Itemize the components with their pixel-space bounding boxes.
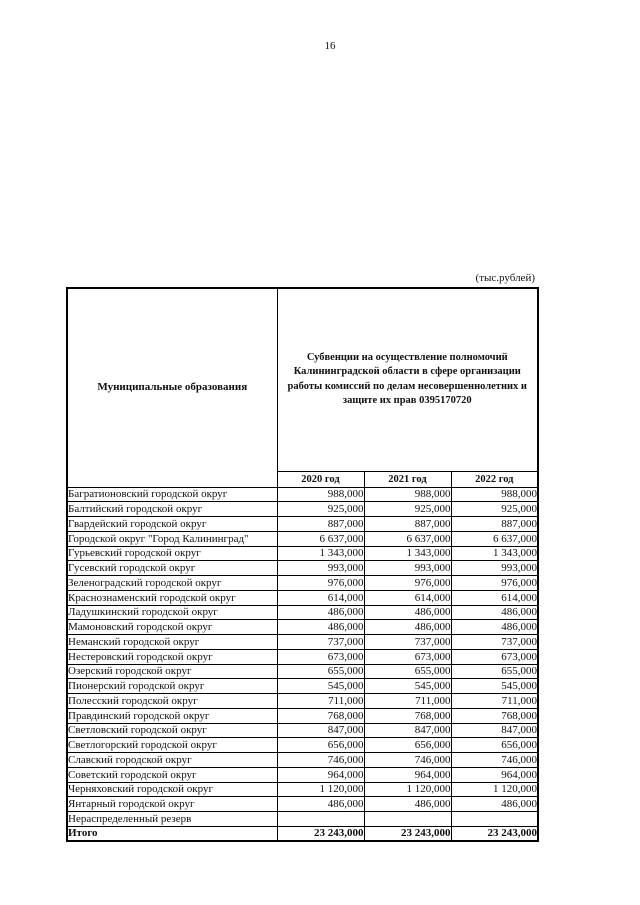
value-2020: 925,000 [277,502,364,517]
value-2020: 988,000 [277,487,364,502]
value-2022: 614,000 [451,590,538,605]
value-2021: 614,000 [364,590,451,605]
value-2020: 656,000 [277,738,364,753]
value-2020: 847,000 [277,723,364,738]
header-line: Калининградской области в сфере организации [293,366,521,378]
header-subvention-description [277,288,538,471]
table-row [67,605,538,620]
row-name: Ладушкинский городской округ [67,605,277,620]
subvention-table [66,287,539,842]
value-2020: 993,000 [277,561,364,576]
total-2021: 23 243,000 [364,826,451,841]
table-row-total [67,826,538,841]
value-2020: 6 637,000 [277,531,364,546]
row-name: Балтийский городской округ [67,502,277,517]
value-2021: 976,000 [364,576,451,591]
value-2021: 673,000 [364,649,451,664]
value-2022: 673,000 [451,649,538,664]
table-row [67,590,538,605]
value-2022: 486,000 [451,605,538,620]
value-2021: 486,000 [364,605,451,620]
row-name: Озерский городской округ [67,664,277,679]
row-name: Зеленоградский городской округ [67,576,277,591]
header-municipality: Муниципальные образования [67,288,277,487]
total-label: Итого [67,826,277,841]
value-2022: 6 637,000 [451,531,538,546]
value-2022: 976,000 [451,576,538,591]
table-row [67,546,538,561]
row-name: Гвардейский городской округ [67,517,277,532]
total-2020: 23 243,000 [277,826,364,841]
table-row [67,517,538,532]
row-name: Полесский городской округ [67,694,277,709]
value-2020: 545,000 [277,679,364,694]
value-2021: 746,000 [364,753,451,768]
value-2022: 768,000 [451,708,538,723]
value-2021: 964,000 [364,767,451,782]
row-name: Нестеровский городской округ [67,649,277,664]
table-row [67,782,538,797]
value-2022: 545,000 [451,679,538,694]
value-2021: 737,000 [364,635,451,650]
value-2021: 486,000 [364,797,451,812]
value-2021: 711,000 [364,694,451,709]
value-2022: 656,000 [451,738,538,753]
row-name: Советский городской округ [67,767,277,782]
table-row [67,635,538,650]
value-2020: 486,000 [277,605,364,620]
value-2021: 486,000 [364,620,451,635]
row-name: Городской округ "Город Калининград" [67,531,277,546]
row-name: Багратионовский городской округ [67,487,277,502]
value-2020: 655,000 [277,664,364,679]
total-2022: 23 243,000 [451,826,538,841]
row-name: Неманский городской округ [67,635,277,650]
value-2020: 1 343,000 [277,546,364,561]
page-number: 16 [324,40,336,52]
value-2020: 737,000 [277,635,364,650]
row-name: Славский городской округ [67,753,277,768]
value-2022: 925,000 [451,502,538,517]
row-name: Светлогорский городской округ [67,738,277,753]
value-2021: 925,000 [364,502,451,517]
value-2021 [364,812,451,827]
value-2022: 737,000 [451,635,538,650]
header-line: Субвенции на осуществление полномочий [306,351,508,363]
value-2020: 1 120,000 [277,782,364,797]
value-2022: 964,000 [451,767,538,782]
value-2022: 486,000 [451,620,538,635]
row-name: Нераспределенный резерв [67,812,277,827]
header-row [67,288,538,471]
value-2022: 887,000 [451,517,538,532]
value-2020: 746,000 [277,753,364,768]
table-row [67,502,538,517]
table-row [67,649,538,664]
header-line: работы комиссий по делам несовершеннолетних и [287,380,527,392]
row-name: Мамоновский городской округ [67,620,277,635]
value-2021: 1 120,000 [364,782,451,797]
units-note: (тыс.рублей) [475,272,535,284]
value-2020: 673,000 [277,649,364,664]
header-line: защите их прав 0395170720 [342,395,472,407]
value-2020: 711,000 [277,694,364,709]
table-row [67,679,538,694]
value-2020: 486,000 [277,797,364,812]
row-name: Гурьевский городской округ [67,546,277,561]
value-2022: 1 343,000 [451,546,538,561]
table-row-reserve [67,812,538,827]
table-row [67,664,538,679]
value-2021: 545,000 [364,679,451,694]
row-name: Светловский городской округ [67,723,277,738]
table-row [67,753,538,768]
value-2021: 887,000 [364,517,451,532]
value-2022: 1 120,000 [451,782,538,797]
value-2020: 964,000 [277,767,364,782]
value-2021: 847,000 [364,723,451,738]
row-name: Гусевский городской округ [67,561,277,576]
row-name: Правдинский городской округ [67,708,277,723]
value-2020: 768,000 [277,708,364,723]
value-2022: 711,000 [451,694,538,709]
table-row [67,708,538,723]
value-2021: 1 343,000 [364,546,451,561]
table-row [67,694,538,709]
year-2022-header: 2022 год [451,471,538,487]
value-2022: 486,000 [451,797,538,812]
table-row [67,561,538,576]
year-2021-header: 2021 год [364,471,451,487]
value-2022: 993,000 [451,561,538,576]
row-name: Краснознаменский городской округ [67,590,277,605]
value-2021: 656,000 [364,738,451,753]
year-2020-header: 2020 год [277,471,364,487]
value-2020 [277,812,364,827]
value-2022: 655,000 [451,664,538,679]
table-row [67,576,538,591]
value-2021: 6 637,000 [364,531,451,546]
value-2020: 614,000 [277,590,364,605]
table-row [67,767,538,782]
row-name: Черняховский городской округ [67,782,277,797]
value-2021: 993,000 [364,561,451,576]
table-row [67,487,538,502]
table-row [67,797,538,812]
value-2021: 655,000 [364,664,451,679]
value-2022 [451,812,538,827]
table-row [67,723,538,738]
value-2021: 768,000 [364,708,451,723]
value-2022: 746,000 [451,753,538,768]
value-2022: 988,000 [451,487,538,502]
value-2022: 847,000 [451,723,538,738]
value-2020: 486,000 [277,620,364,635]
value-2020: 976,000 [277,576,364,591]
row-name: Янтарный городской округ [67,797,277,812]
table-row [67,531,538,546]
value-2020: 887,000 [277,517,364,532]
table-row [67,738,538,753]
value-2021: 988,000 [364,487,451,502]
table-row [67,620,538,635]
row-name: Пионерский городской округ [67,679,277,694]
